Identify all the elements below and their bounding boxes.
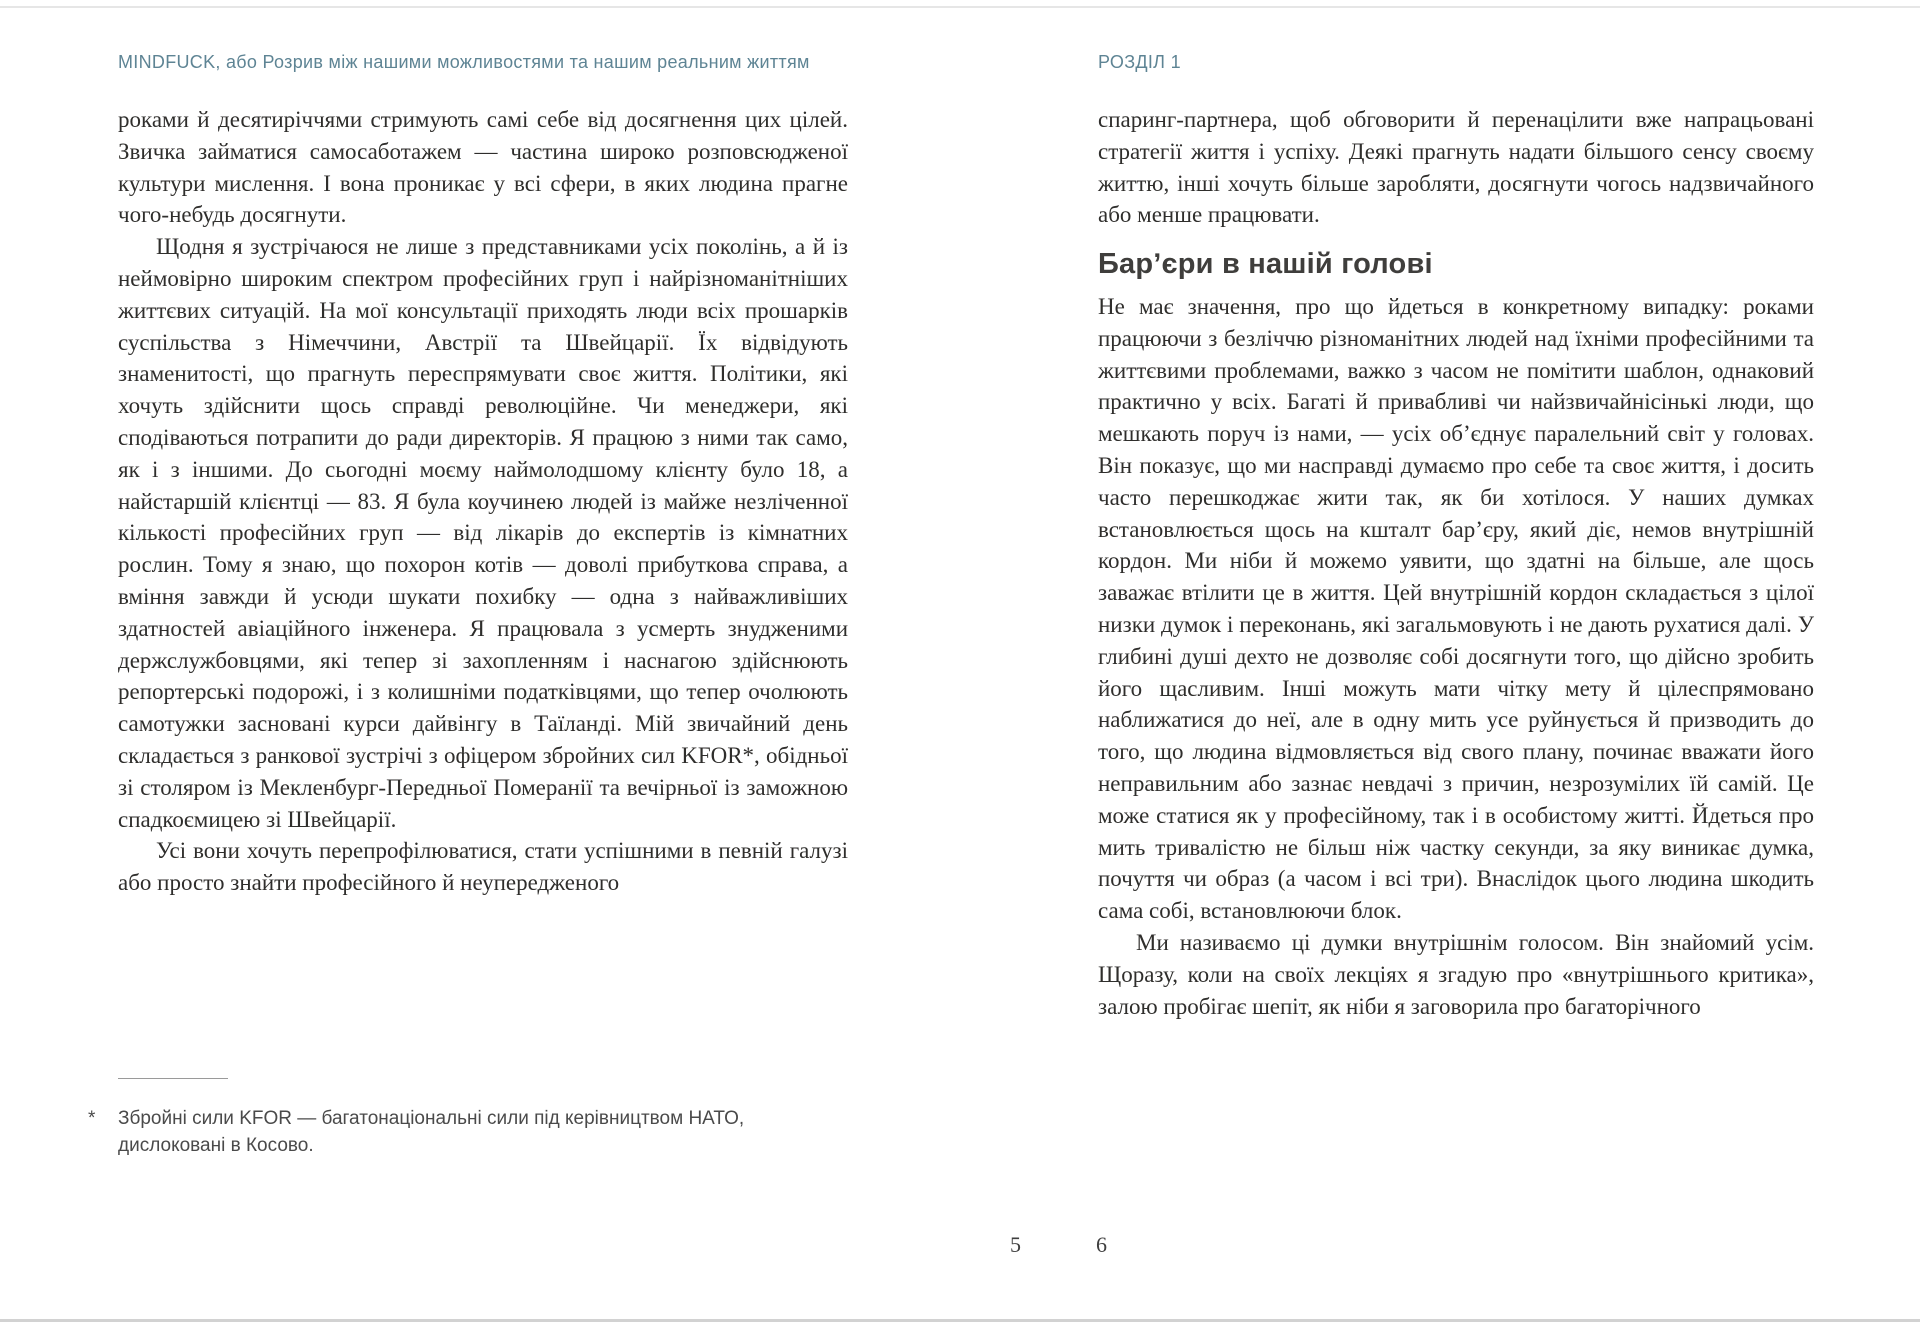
- paragraph: Усі вони хочуть перепрофілюватися, стати успішними в певній галузі або просто знайти професійного й неупередженого: [118, 838, 848, 896]
- footnote: [88, 1078, 848, 1159]
- right-body-text: [1098, 104, 1814, 1022]
- footnote-text: Збройні сили KFOR — багатонаціональні сили під керівництвом НАТО, дислоковані в Косово.: [118, 1108, 745, 1156]
- footnote-line: [88, 1105, 848, 1159]
- paragraph: Щодня я зустрічаюся не лише з представниками усіх поколінь, а й із неймовірно широким спектром професійних груп і найрізноманітніших життєвих ситуацій. На мої консультації приходять люди всіх прошарків суспільства з Німеччини, Австрії та Швейцарії. Їх відвідують знаменитості, що прагнуть переспрямувати своє життя. Політики, які хочуть здійснити щось справді революційне. Чи менеджери, які сподіваються потрапити до ради директорів. Я працюю з ними так само, як і з іншими. До сьогодні моєму наймолодшому клієнту було 18, а найстаршій клієнтці — 83. Я була коучинею людей із майже незліченної кількості професійних груп — від лікарів до експертів із кімнатних рослин. Тому я знаю, що похорон котів — доволі прибуткова справа, а вміння завжди й усюди шукати похибку — одна з найважливіших здатностей авіаційного інженера. Я працювала з усмерть знудженими держслужбовцями, які тепер зі захопленням і наснагою здійснюють репортерські подорожі, і з колишніми податківцями, що тепер очолюють самотужки засновані курси дайвінгу в Таїланді. Мій звичайний день складається з ранкової зустрічі з офіцером збройних сил KFOR*, обідньої зі столяром із Мекленбург-Передньої Померанії та вечірньої із заможною спадкоємицею зі Швейцарії.: [118, 234, 848, 832]
- right-page: [1098, 0, 1814, 1325]
- left-page: [88, 0, 848, 1325]
- paragraph: роками й десятиріччями стримують самі себе від досягнення цих цілей. Звичка займатися самосаботажем — частина широко розповсюдженої культури мислення. І вона проникає у всі сфери, в яких людина прагне чого-небудь досягнути.: [118, 107, 848, 228]
- paragraph: Не має значення, про що йдеться в конкретному випадку: роками працюючи з безліччю різноманітних людей над їхніми професійними та життєвими проблемами, важко з часом не помітити шаблон, однаковий практично у всіх. Багаті й привабливі чи найзвичайнісінькі люди, що мешкають поруч із нами, — усіх обʼєднує паралельний світ у головах. Він показує, що ми насправді думаємо про себе та своє життя, і досить часто перешкоджає жити так, як би хотілося. У наших думках встановлюється щось на кшталт барʼєру, який діє, немов внутрішній кордон. Ми ніби й можемо уявити, що здатні на більше, але щось заважає втілити це в життя. Цей внутрішній кордон складається з цілої низки думок і переконань, які загальмовують і не дають рухатися далі. У глибині душі дехто не дозволяє собі досягнути того, що дійсно зробить його щасливим. Інші можуть мати чітку мету й цілеспрямовано наближатися до неї, але в одну мить усе руйнується й призводить до того, що людина відмовляється від свого плану, починає вважати його неправильним або зазнає невдачі з причин, незрозумілих їй самій. Це може статися як у професійному, так і в особистому житті. Йдеться про мить тривалістю не більш ніж частку секунди, за яку виникає думка, почуття чи образ (а часом і всі три). Внаслідок цього людина шкодить сама собі, встановлюючи блок.: [1098, 293, 1814, 924]
- right-page-number: 6: [1096, 1232, 1107, 1257]
- left-running-header: MINDFUCK, або Розрив між нашими можливостями та нашим реальним життям: [118, 52, 810, 72]
- right-running-header: РОЗДІЛ 1: [1098, 52, 1181, 72]
- left-page-number: 5: [1010, 1232, 1021, 1257]
- footnote-marker: *: [88, 1108, 96, 1129]
- section-heading: Барʼєри в нашій голові: [1098, 248, 1433, 281]
- paragraph: Ми називаємо ці думки внутрішнім голосом. Він знайомий усім. Щоразу, коли на своїх лекціях я згадую про «внутрішнього критика», залою пробігає шепіт, як ніби я заговорила про багаторічного: [1098, 929, 1814, 1019]
- footnote-divider: [118, 1078, 228, 1079]
- left-body-text: [118, 104, 848, 899]
- paragraph: спаринг-партнера, щоб обговорити й перенацілити вже напрацьовані стратегії життя і успіху. Деякі прагнуть надати більшого сенсу своєму життю, інші хочуть більше заробляти, досягнути чогось надзвичайного або менше працювати.: [1098, 107, 1814, 228]
